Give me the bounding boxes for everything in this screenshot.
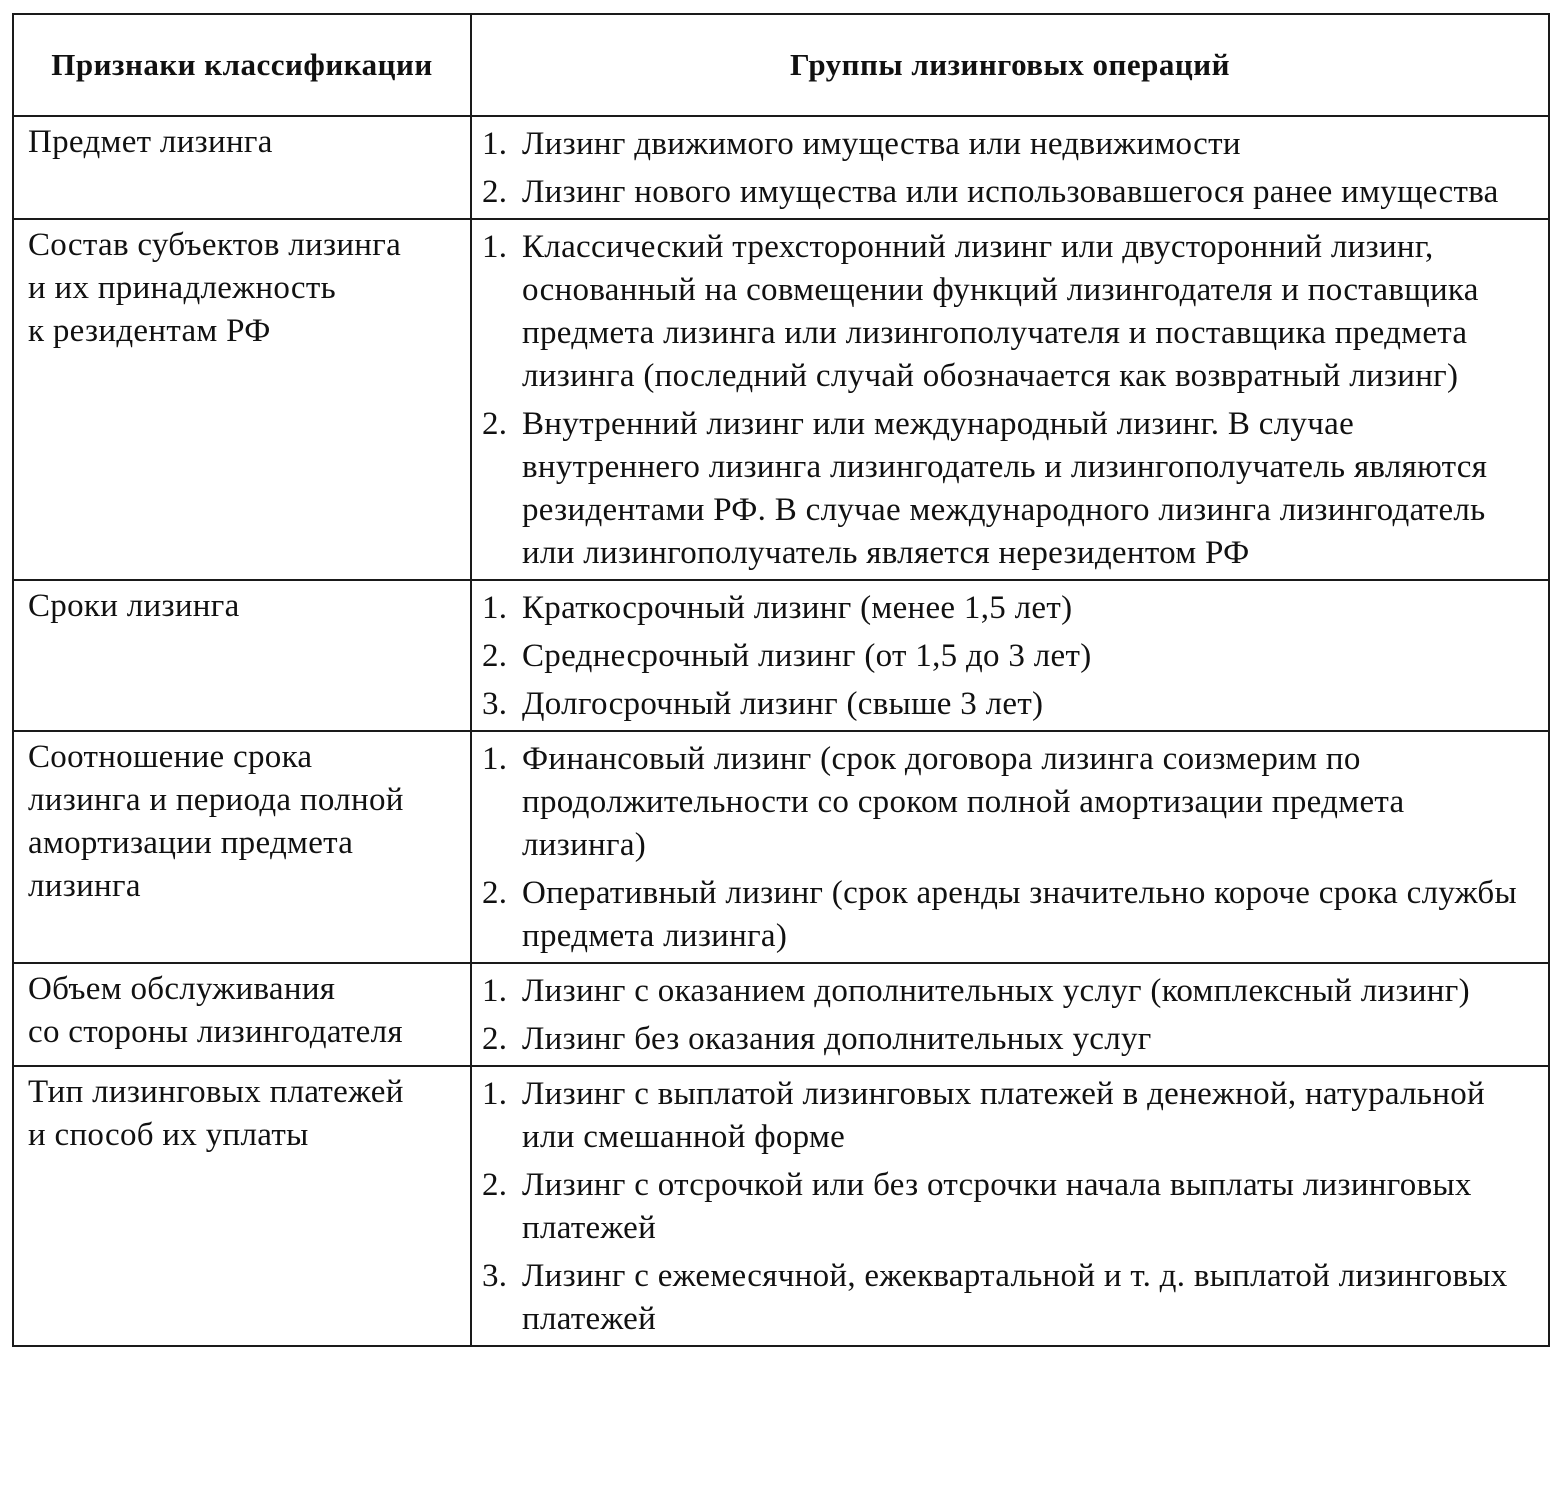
item-number: 1. <box>482 126 508 162</box>
list-item <box>482 1164 1536 1250</box>
item-text: Лизинг без оказания дополнительных услуг <box>522 1021 1152 1057</box>
list-item <box>482 171 1536 214</box>
groups-cell <box>471 580 1549 731</box>
groups-list <box>482 123 1536 214</box>
table-row <box>13 580 1549 731</box>
list-item <box>482 587 1536 630</box>
item-number: 1. <box>482 229 508 265</box>
groups-cell <box>471 963 1549 1066</box>
item-text: Лизинг нового имущества или использовавшегося ранее имущества <box>522 174 1499 210</box>
table-row <box>13 731 1549 963</box>
criterion-label: Состав субъектов лизинга и их принадлежность к резидентам РФ <box>28 227 402 349</box>
header-criteria: Признаки классификации <box>13 14 471 116</box>
item-number: 2. <box>482 638 508 674</box>
criterion-cell <box>13 963 471 1066</box>
list-item <box>482 683 1536 726</box>
groups-list <box>482 1073 1536 1341</box>
list-item <box>482 738 1536 867</box>
list-item <box>482 123 1536 166</box>
list-item <box>482 635 1536 678</box>
criterion-cell <box>13 116 471 219</box>
list-item <box>482 872 1536 958</box>
item-number: 1. <box>482 741 508 777</box>
groups-cell <box>471 116 1549 219</box>
list-item <box>482 970 1536 1013</box>
item-number: 3. <box>482 1258 508 1294</box>
criterion-label: Сроки лизинга <box>28 588 240 624</box>
table-row <box>13 1066 1549 1346</box>
classification-table <box>12 13 1550 1347</box>
criterion-cell <box>13 580 471 731</box>
groups-list <box>482 587 1536 726</box>
item-text: Лизинг с оказанием дополнительных услуг (комплексный лизинг) <box>522 973 1470 1009</box>
item-number: 1. <box>482 973 508 1009</box>
criterion-label: Соотношение срока лизинга и периода полной амортизации предмета лизинга <box>28 739 404 904</box>
criterion-cell <box>13 1066 471 1346</box>
item-text: Лизинг с отсрочкой или без отсрочки начала выплаты лизинговых платежей <box>522 1167 1472 1246</box>
item-number: 3. <box>482 686 508 722</box>
item-text: Внутренний лизинг или международный лизинг. В случае внутреннего лизинга лизингодатель и лизингополучатель являются резидентами РФ. В случае международного лизинга лизингодатель или лизингополучатель является нерезидентом РФ <box>522 406 1488 571</box>
groups-list <box>482 970 1536 1061</box>
groups-cell <box>471 731 1549 963</box>
header-groups: Группы лизинговых операций <box>471 14 1549 116</box>
item-number: 2. <box>482 875 508 911</box>
item-text: Классический трехсторонний лизинг или двусторонний лизинг, основанный на совмещении функций лизингодателя и поставщика предмета лизинга или лизингополучателя и поставщика предмета лизинга (последний случай обозначается как возвратный лизинг) <box>522 229 1479 394</box>
item-number: 2. <box>482 1021 508 1057</box>
item-number: 1. <box>482 1076 508 1112</box>
table-row <box>13 219 1549 580</box>
criterion-cell <box>13 219 471 580</box>
groups-cell <box>471 219 1549 580</box>
list-item <box>482 1073 1536 1159</box>
item-text: Финансовый лизинг (срок договора лизинга соизмерим по продолжительности со сроком полной амортизации предмета лизинга) <box>522 741 1405 863</box>
table-header-row <box>13 14 1549 116</box>
criterion-label: Объем обслуживания со стороны лизингодателя <box>28 971 403 1050</box>
list-item <box>482 226 1536 398</box>
list-item <box>482 1255 1536 1341</box>
item-text: Среднесрочный лизинг (от 1,5 до 3 лет) <box>522 638 1092 674</box>
criterion-label: Тип лизинговых платежей и способ их уплаты <box>28 1074 404 1153</box>
list-item <box>482 1018 1536 1061</box>
table-row <box>13 963 1549 1066</box>
item-text: Лизинг движимого имущества или недвижимости <box>522 126 1241 162</box>
classification-document <box>12 13 1548 1347</box>
list-item <box>482 403 1536 575</box>
criterion-label: Предмет лизинга <box>28 124 273 160</box>
table-row <box>13 116 1549 219</box>
item-text: Долгосрочный лизинг (свыше 3 лет) <box>522 686 1044 722</box>
groups-cell <box>471 1066 1549 1346</box>
item-number: 2. <box>482 1167 508 1203</box>
item-text: Оперативный лизинг (срок аренды значительно короче срока службы предмета лизинга) <box>522 875 1517 954</box>
item-text: Лизинг с ежемесячной, ежеквартальной и т. д. выплатой лизинговых платежей <box>522 1258 1508 1337</box>
item-number: 2. <box>482 406 508 442</box>
item-number: 1. <box>482 590 508 626</box>
groups-list <box>482 738 1536 958</box>
groups-list <box>482 226 1536 575</box>
item-text: Краткосрочный лизинг (менее 1,5 лет) <box>522 590 1073 626</box>
criterion-cell <box>13 731 471 963</box>
item-text: Лизинг с выплатой лизинговых платежей в денежной, натуральной или смешанной форме <box>522 1076 1485 1155</box>
item-number: 2. <box>482 174 508 210</box>
